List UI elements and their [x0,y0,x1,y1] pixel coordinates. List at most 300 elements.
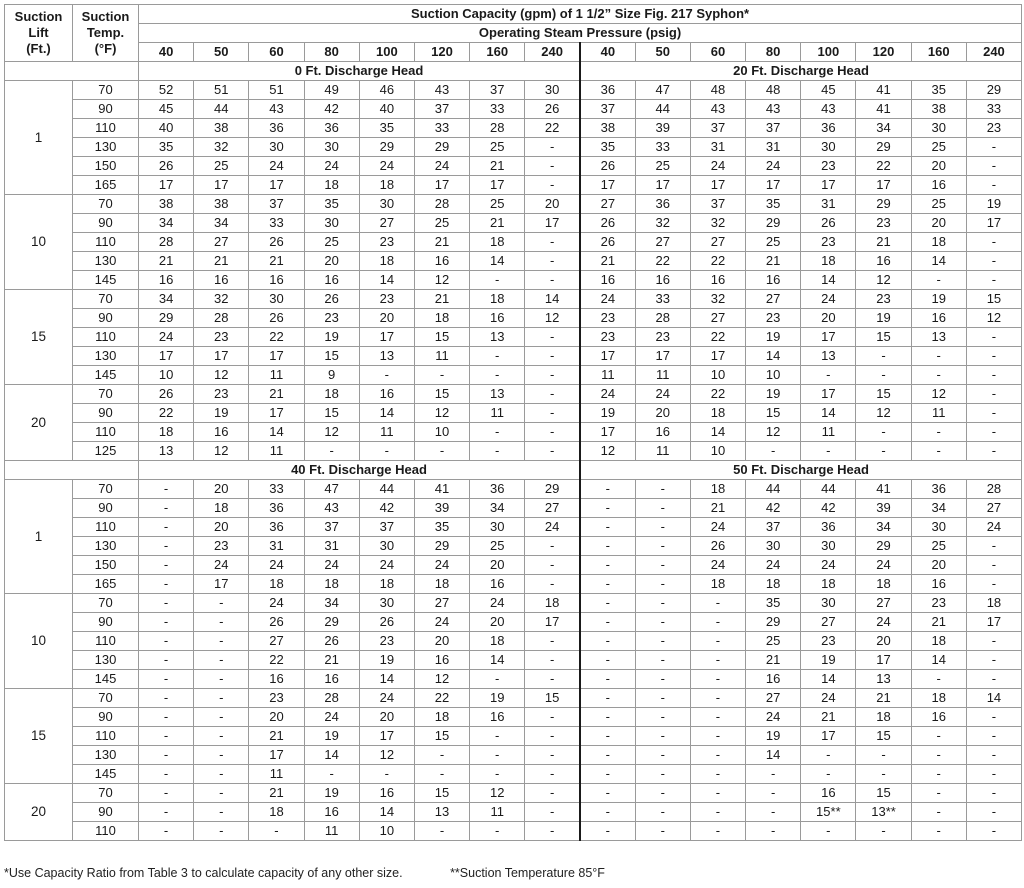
capacity-cell: 16 [746,670,801,689]
capacity-cell: 48 [746,81,801,100]
footnote-suction-temperature: **Suction Temperature 85°F [450,866,605,880]
capacity-cell: - [194,746,249,765]
capacity-cell: - [911,822,966,841]
capacity-cell: - [525,708,580,727]
capacity-cell: 23 [801,632,856,651]
capacity-cell: 23 [194,385,249,404]
capacity-cell: 24 [414,157,469,176]
capacity-cell: - [139,822,194,841]
capacity-cell: 24 [801,556,856,575]
capacity-cell: 14 [801,404,856,423]
capacity-cell: 23 [580,309,635,328]
capacity-cell: - [580,746,635,765]
capacity-cell: - [635,784,690,803]
capacity-cell: 28 [414,195,469,214]
capacity-cell: - [635,822,690,841]
capacity-cell: 20 [911,157,966,176]
capacity-cell: 39 [856,499,911,518]
pressure-header-row [5,43,1022,62]
capacity-cell: 17 [966,613,1021,632]
capacity-cell: - [911,803,966,822]
capacity-cell: 18 [414,575,469,594]
capacity-cell: 30 [359,537,414,556]
capacity-cell: - [966,822,1021,841]
capacity-cell: 27 [635,233,690,252]
capacity-cell: 44 [359,480,414,499]
capacity-cell: - [690,613,745,632]
capacity-cell: 22 [856,157,911,176]
capacity-cell: 23 [966,119,1021,138]
capacity-cell: - [801,765,856,784]
blank-cell [5,62,139,81]
capacity-cell: - [194,670,249,689]
capacity-cell: 10 [414,423,469,442]
capacity-cell: - [966,442,1021,461]
capacity-cell: - [580,594,635,613]
capacity-cell: 24 [304,157,359,176]
capacity-cell: - [580,613,635,632]
capacity-cell: 12 [359,746,414,765]
capacity-cell: - [525,727,580,746]
capacity-cell: - [139,765,194,784]
capacity-cell: - [966,708,1021,727]
capacity-cell: - [470,765,525,784]
capacity-cell: 30 [746,537,801,556]
capacity-cell: 37 [690,119,745,138]
capacity-cell: - [359,765,414,784]
capacity-cell: - [525,765,580,784]
capacity-cell: - [525,176,580,195]
capacity-cell: 15 [414,328,469,347]
header-line: Suction [81,9,130,24]
capacity-cell: 14 [470,651,525,670]
capacity-cell: - [194,594,249,613]
capacity-cell: 28 [304,689,359,708]
header-line: Temp. [86,25,125,40]
capacity-cell: 29 [359,138,414,157]
capacity-cell: 24 [746,556,801,575]
capacity-cell: - [635,575,690,594]
capacity-cell: 16 [856,252,911,271]
capacity-cell: 20 [856,632,911,651]
capacity-cell: - [525,746,580,765]
suction-temp-cell: 145 [73,765,139,784]
capacity-cell: 16 [635,423,690,442]
capacity-cell: 34 [911,499,966,518]
capacity-cell: 18 [525,594,580,613]
pressure-header-cell: 100 [801,43,856,62]
capacity-cell: - [525,328,580,347]
capacity-cell: 31 [690,138,745,157]
capacity-cell: 14 [966,689,1021,708]
capacity-cell: 34 [139,290,194,309]
table-row [5,233,1022,252]
capacity-cell: 16 [249,670,304,689]
capacity-cell: 33 [414,119,469,138]
capacity-cell: 23 [635,328,690,347]
pressure-header-cell: 120 [856,43,911,62]
capacity-cell: 26 [801,214,856,233]
table-row [5,480,1022,499]
pressure-header-cell: 120 [414,43,469,62]
capacity-cell: 34 [139,214,194,233]
capacity-cell: 29 [304,613,359,632]
table-row [5,100,1022,119]
capacity-cell: 42 [359,499,414,518]
suction-temp-cell: 110 [73,233,139,252]
capacity-cell: 19 [856,309,911,328]
capacity-cell: 37 [359,518,414,537]
capacity-cell: - [580,708,635,727]
capacity-cell: 13 [856,670,911,689]
suction-temp-cell: 90 [73,708,139,727]
capacity-cell: 18 [911,689,966,708]
capacity-cell: 32 [194,290,249,309]
capacity-cell: 19 [746,727,801,746]
capacity-cell: 29 [525,480,580,499]
suction-temp-cell: 110 [73,727,139,746]
capacity-cell: 23 [580,328,635,347]
capacity-cell: 20 [359,708,414,727]
capacity-cell: 21 [249,727,304,746]
capacity-cell: 14 [525,290,580,309]
capacity-cell: 32 [194,138,249,157]
capacity-cell: 20 [635,404,690,423]
suction-temp-header [73,5,139,62]
capacity-cell: 27 [525,499,580,518]
capacity-cell: 12 [746,423,801,442]
pressure-header-cell: 240 [966,43,1021,62]
capacity-cell: 43 [249,100,304,119]
capacity-cell: 14 [690,423,745,442]
capacity-cell: 34 [304,594,359,613]
capacity-cell: 24 [856,613,911,632]
capacity-cell: 15 [746,404,801,423]
capacity-cell: 16 [911,575,966,594]
header-line: (°F) [94,41,117,56]
capacity-cell: 9 [304,366,359,385]
capacity-cell: - [966,347,1021,366]
capacity-cell: 16 [359,784,414,803]
capacity-cell: - [911,347,966,366]
capacity-cell: 43 [304,499,359,518]
suction-temp-cell: 90 [73,803,139,822]
capacity-cell: 27 [249,632,304,651]
capacity-cell: 18 [359,252,414,271]
capacity-cell: 17 [856,176,911,195]
table-row [5,404,1022,423]
capacity-cell: - [635,518,690,537]
suction-temp-cell: 70 [73,594,139,613]
capacity-cell: 29 [414,537,469,556]
capacity-cell: 12 [856,404,911,423]
capacity-cell: 14 [911,252,966,271]
capacity-cell: 25 [470,195,525,214]
capacity-cell: 25 [470,537,525,556]
header-line: Suction [14,9,63,24]
capacity-cell: - [139,727,194,746]
capacity-cell: 36 [635,195,690,214]
capacity-cell: 19 [304,727,359,746]
capacity-cell: - [525,157,580,176]
capacity-cell: 18 [690,404,745,423]
capacity-cell: 26 [525,100,580,119]
capacity-cell: 31 [801,195,856,214]
pressure-header-cell: 40 [139,43,194,62]
capacity-cell: 26 [359,613,414,632]
table-row [5,594,1022,613]
capacity-cell: 18 [139,423,194,442]
suction-temp-cell: 110 [73,119,139,138]
capacity-cell: 36 [801,119,856,138]
suction-temp-cell: 110 [73,328,139,347]
capacity-cell: 19 [304,784,359,803]
capacity-cell: 10 [139,366,194,385]
capacity-cell: 30 [911,119,966,138]
capacity-cell: - [525,423,580,442]
capacity-cell: - [470,727,525,746]
capacity-cell: - [139,689,194,708]
capacity-cell: 25 [746,632,801,651]
capacity-cell: - [911,442,966,461]
capacity-cell: - [911,784,966,803]
capacity-cell: - [470,822,525,841]
table-row [5,727,1022,746]
capacity-cell: 18 [470,290,525,309]
suction-temp-cell: 70 [73,81,139,100]
capacity-cell: 38 [580,119,635,138]
capacity-cell: 42 [746,499,801,518]
capacity-cell: 12 [304,423,359,442]
capacity-cell: 27 [966,499,1021,518]
capacity-cell: - [525,556,580,575]
capacity-cell: 19 [470,689,525,708]
capacity-cell: 18 [690,575,745,594]
capacity-cell: - [470,347,525,366]
capacity-cell: 18 [414,708,469,727]
capacity-cell: 27 [690,233,745,252]
suction-temp-cell: 150 [73,157,139,176]
suction-lift-cell: 1 [5,81,73,195]
capacity-cell: - [139,537,194,556]
capacity-cell: - [470,366,525,385]
suction-temp-cell: 130 [73,138,139,157]
capacity-cell: - [525,271,580,290]
capacity-cell: 24 [414,613,469,632]
capacity-cell: - [359,442,414,461]
capacity-cell: 36 [249,499,304,518]
suction-lift-cell: 1 [5,480,73,594]
capacity-cell: 21 [746,651,801,670]
capacity-cell: - [635,613,690,632]
capacity-cell: 35 [359,119,414,138]
table-row [5,309,1022,328]
capacity-cell: 24 [801,290,856,309]
capacity-cell: 21 [249,385,304,404]
capacity-cell: 12 [966,309,1021,328]
capacity-cell: 15 [856,727,911,746]
capacity-cell: 23 [359,632,414,651]
pressure-header-cell: 160 [911,43,966,62]
footnotes [4,866,1004,880]
capacity-cell: - [139,784,194,803]
capacity-cell: - [139,708,194,727]
pressure-header-cell: 50 [194,43,249,62]
suction-lift-cell: 20 [5,385,73,461]
capacity-cell: - [359,366,414,385]
capacity-cell: 39 [635,119,690,138]
table-title: Suction Capacity (gpm) of 1 1/2” Size Fig. 217 Syphon* [139,5,1022,24]
capacity-cell: 16 [801,784,856,803]
capacity-cell: 24 [746,157,801,176]
capacity-cell: - [966,746,1021,765]
capacity-cell: 24 [304,708,359,727]
capacity-cell: - [856,366,911,385]
capacity-cell: 16 [911,309,966,328]
capacity-cell: 27 [580,195,635,214]
capacity-cell: 19 [966,195,1021,214]
capacity-cell: 34 [856,119,911,138]
capacity-cell: 16 [470,708,525,727]
suction-temp-cell: 130 [73,347,139,366]
capacity-cell: 17 [359,727,414,746]
pressure-header-cell: 50 [635,43,690,62]
suction-lift-header [5,5,73,62]
capacity-cell: 18 [966,594,1021,613]
pressure-header-cell: 240 [525,43,580,62]
capacity-cell: - [911,670,966,689]
capacity-cell: 12 [194,366,249,385]
capacity-cell: - [690,651,745,670]
capacity-cell: - [746,784,801,803]
capacity-cell: 21 [304,651,359,670]
capacity-cell: - [801,746,856,765]
suction-temp-cell: 70 [73,195,139,214]
capacity-cell: 44 [801,480,856,499]
table-row [5,81,1022,100]
capacity-cell: 24 [470,594,525,613]
suction-temp-cell: 90 [73,613,139,632]
capacity-cell: 45 [801,81,856,100]
table-row [5,176,1022,195]
suction-lift-cell: 15 [5,689,73,784]
capacity-cell: - [635,708,690,727]
capacity-cell: - [525,233,580,252]
capacity-cell: 28 [635,309,690,328]
capacity-cell: 19 [194,404,249,423]
capacity-cell: - [580,765,635,784]
capacity-cell: 20 [194,518,249,537]
capacity-cell: 18 [414,309,469,328]
pressure-header-cell: 60 [690,43,745,62]
table-row [5,537,1022,556]
table-row [5,328,1022,347]
capacity-cell: 34 [470,499,525,518]
capacity-cell: 22 [139,404,194,423]
capacity-cell: 16 [194,423,249,442]
capacity-cell: 10 [690,442,745,461]
pressure-subtitle: Operating Steam Pressure (psig) [139,24,1022,43]
capacity-cell: 36 [911,480,966,499]
capacity-cell: 17 [359,328,414,347]
capacity-cell: 38 [194,119,249,138]
capacity-cell: 12 [470,784,525,803]
capacity-cell: 18 [801,252,856,271]
capacity-cell: - [635,556,690,575]
capacity-cell: 18 [690,480,745,499]
capacity-cell: 17 [580,423,635,442]
capacity-cell: 24 [525,518,580,537]
capacity-cell: 16 [249,271,304,290]
capacity-cell: 16 [911,176,966,195]
capacity-cell: 24 [966,518,1021,537]
capacity-cell: 24 [580,290,635,309]
capacity-cell: - [525,347,580,366]
capacity-cell: 51 [249,81,304,100]
capacity-cell: 30 [359,195,414,214]
capacity-cell: 12 [580,442,635,461]
capacity-cell: 36 [249,119,304,138]
suction-temp-cell: 110 [73,632,139,651]
capacity-cell: 17 [580,347,635,366]
capacity-cell: - [911,366,966,385]
capacity-cell: - [966,366,1021,385]
capacity-cell: 35 [911,81,966,100]
pressure-header-cell: 80 [304,43,359,62]
capacity-cell: 20 [249,708,304,727]
suction-temp-cell: 90 [73,499,139,518]
capacity-cell: - [635,727,690,746]
capacity-cell: 16 [470,309,525,328]
capacity-cell: 15 [856,784,911,803]
suction-temp-cell: 165 [73,575,139,594]
capacity-cell: 20 [359,309,414,328]
capacity-cell: 24 [690,518,745,537]
capacity-cell: - [635,746,690,765]
capacity-cell: 27 [194,233,249,252]
capacity-cell: 23 [801,157,856,176]
discharge-head-label: 0 Ft. Discharge Head [139,62,581,81]
capacity-cell: 18 [911,632,966,651]
capacity-cell: 11 [470,404,525,423]
capacity-cell: 18 [304,385,359,404]
capacity-cell: 15 [966,290,1021,309]
capacity-cell: 41 [414,480,469,499]
table-row [5,290,1022,309]
capacity-cell: - [690,803,745,822]
capacity-cell: 21 [414,290,469,309]
capacity-cell: 43 [801,100,856,119]
capacity-cell: 17 [249,176,304,195]
capacity-cell: 47 [635,81,690,100]
capacity-cell: 16 [194,271,249,290]
capacity-cell: 23 [856,214,911,233]
capacity-cell: - [525,442,580,461]
capacity-cell: - [746,442,801,461]
capacity-cell: 14 [359,271,414,290]
capacity-cell: 18 [856,575,911,594]
capacity-cell: - [525,404,580,423]
capacity-cell: - [966,271,1021,290]
capacity-cell: 22 [690,252,745,271]
capacity-cell: - [194,689,249,708]
capacity-cell: 22 [249,328,304,347]
capacity-cell: 36 [249,518,304,537]
capacity-cell: - [580,556,635,575]
capacity-cell: 29 [139,309,194,328]
capacity-cell: 11 [911,404,966,423]
pressure-header-cell: 160 [470,43,525,62]
